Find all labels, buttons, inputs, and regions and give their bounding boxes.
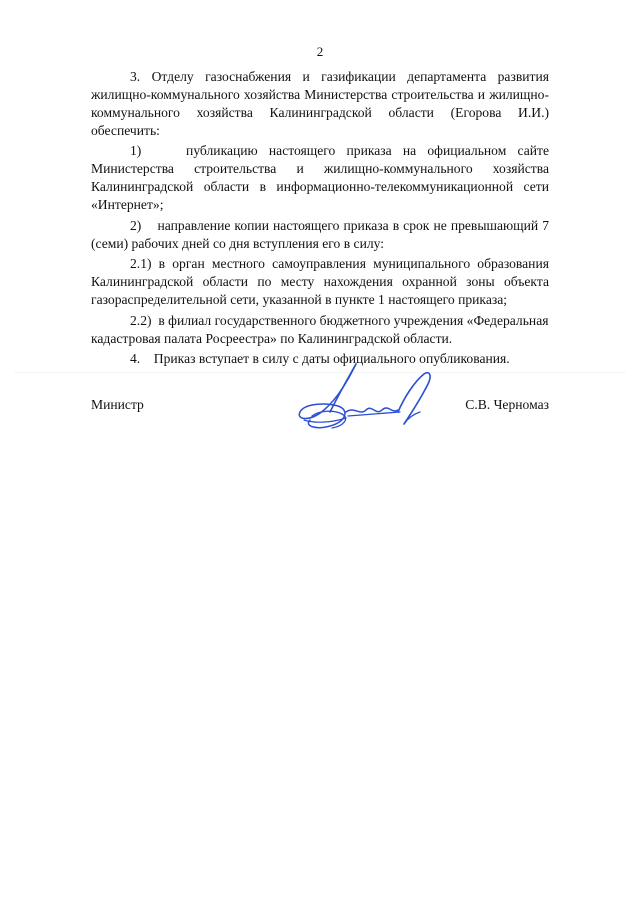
signer-name: С.В. Черномаз xyxy=(465,397,549,412)
paragraph-subitem-1: 1) публикацию настоящего приказа на официальном сайте Министерства строительства и жилищно-коммунального хозяйства Калининградской области в информационно-телекоммуникационной сети «Интернет»; xyxy=(91,143,549,213)
paragraph-subitem-2-1: 2.1) в орган местного самоуправления муниципального образования Калининградской области по месту нахождения охранной зоны объекта газораспределительной сети, указанной в пункте 1 настоящего приказа; xyxy=(91,256,549,308)
page-number: 2 xyxy=(316,44,324,59)
paragraph-subitem-2-2: 2.2) в филиал государственного бюджетного учреждения «Федеральная кадастровая палата Росреестра» по Калининградской области. xyxy=(91,312,549,346)
paragraph-item-3: 3. Отделу газоснабжения и газификации департамента развития жилищно-коммунального хозяйства Министерства строительства и жилищно-коммунального хозяйства Калининградской области (Егорова И.И.) обеспечить: xyxy=(91,69,549,138)
signer-title: Министр xyxy=(91,397,144,412)
paragraph-item-4: 4. Приказ вступает в силу с даты официального опубликования. xyxy=(130,350,510,366)
handwritten-signature xyxy=(290,360,440,440)
paragraph-subitem-2: 2) направление копии настоящего приказа в срок не превышающий 7 (семи) рабочих дней со дня вступления его в силу: xyxy=(91,217,549,251)
document-body xyxy=(91,68,549,370)
